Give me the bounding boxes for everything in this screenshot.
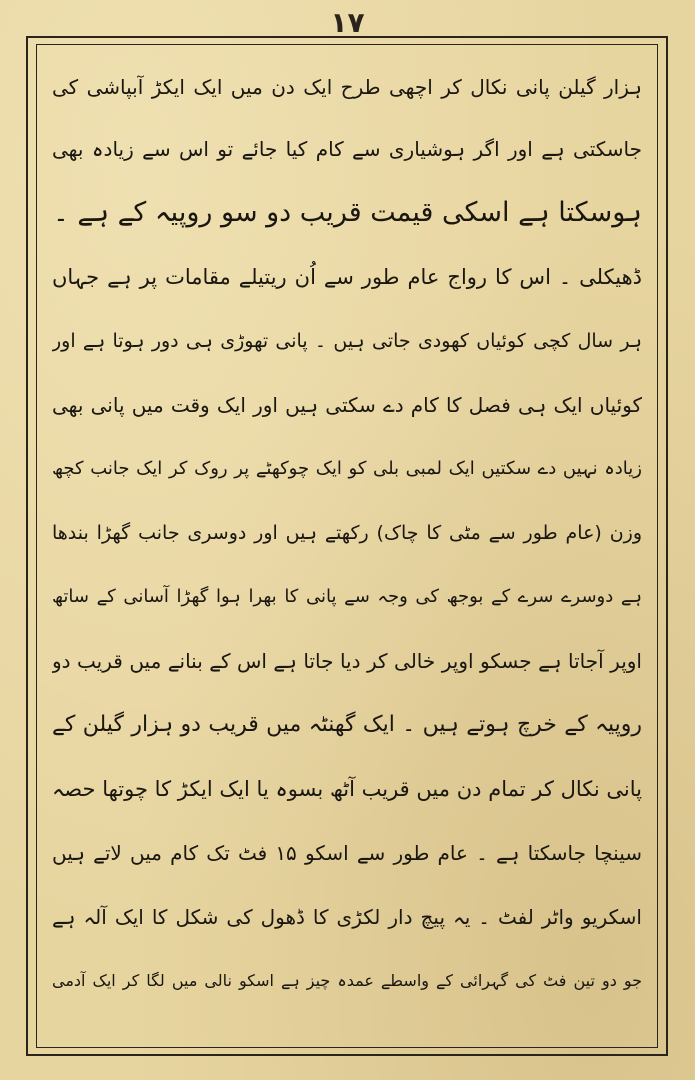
- text-line: ڈھیکلی ۔ اس کا رواج عام طور سے اُن ریتیلے مقامات پر ہے جہاں: [52, 265, 642, 289]
- text-line: زیادہ نہیں دے سکتیں ایک لمبی بلی کو ایک چوکھٹے پر روک کر ایک جانب کچھ: [52, 458, 642, 479]
- text-line: کوئیاں ایک ہی فصل کا کام دے سکتی ہیں اور ایک وقت میں پانی بھی: [52, 393, 642, 417]
- text-line: سینچا جاسکتا ہے ۔ عام طور سے اسکو ۱۵ فٹ تک کام میں لاتے ہیں: [52, 841, 642, 865]
- text-line: ہوسکتا ہے اسکی قیمت قریب دو سو روپیہ کے ہے ۔: [52, 197, 642, 228]
- text-line: جو دو تین فٹ کی گہرائی کے واسطے عمدہ چیز ہے اسکو نالی میں لگا کر ایک آدمی: [52, 971, 642, 990]
- text-line: پانی نکال کر تمام دن میں قریب آٹھ بسوہ یا ایک ایکڑ کا چوتھا حصہ: [52, 777, 642, 801]
- text-line: ہے دوسرے سرے کے بوجھ کی وجہ سے پانی کا بھرا ہوا گھڑا آسانی کے ساتھ: [52, 586, 642, 607]
- text-line: روپیہ کے خرچ ہوتے ہیں ۔ ایک گھنٹہ میں قریب دو ہزار گیلن کے: [52, 712, 642, 737]
- text-line: ہر سال کچی کوئیاں کھودی جاتی ہیں ۔ پانی تھوڑی ہی دور ہوتا ہے اور: [52, 330, 642, 352]
- text-line: اوپر آجاتا ہے جسکو اوپر خالی کر دیا جاتا ہے اس کے بنانے میں قریب دو: [52, 649, 642, 673]
- text-line: اسکریو واٹر لفٹ ۔ یہ پیچ دار لکڑی کا ڈھول کی شکل کا ایک آلہ ہے: [52, 905, 642, 929]
- text-line: جاسکتی ہے اور اگر ہوشیاری سے کام کیا جائے تو اس سے زیادہ بھی: [52, 137, 642, 161]
- text-body: [52, 58, 642, 1038]
- text-line: وزن (عام طور سے مٹی کا چاک) رکھتے ہیں اور دوسری جانب گھڑا بندھا: [52, 522, 642, 544]
- text-line: ہزار گیلن پانی نکال کر اچھی طرح ایک دن میں ایک ایکڑ آبپاشی کی: [52, 75, 642, 99]
- page-number: ۱۷: [330, 6, 365, 39]
